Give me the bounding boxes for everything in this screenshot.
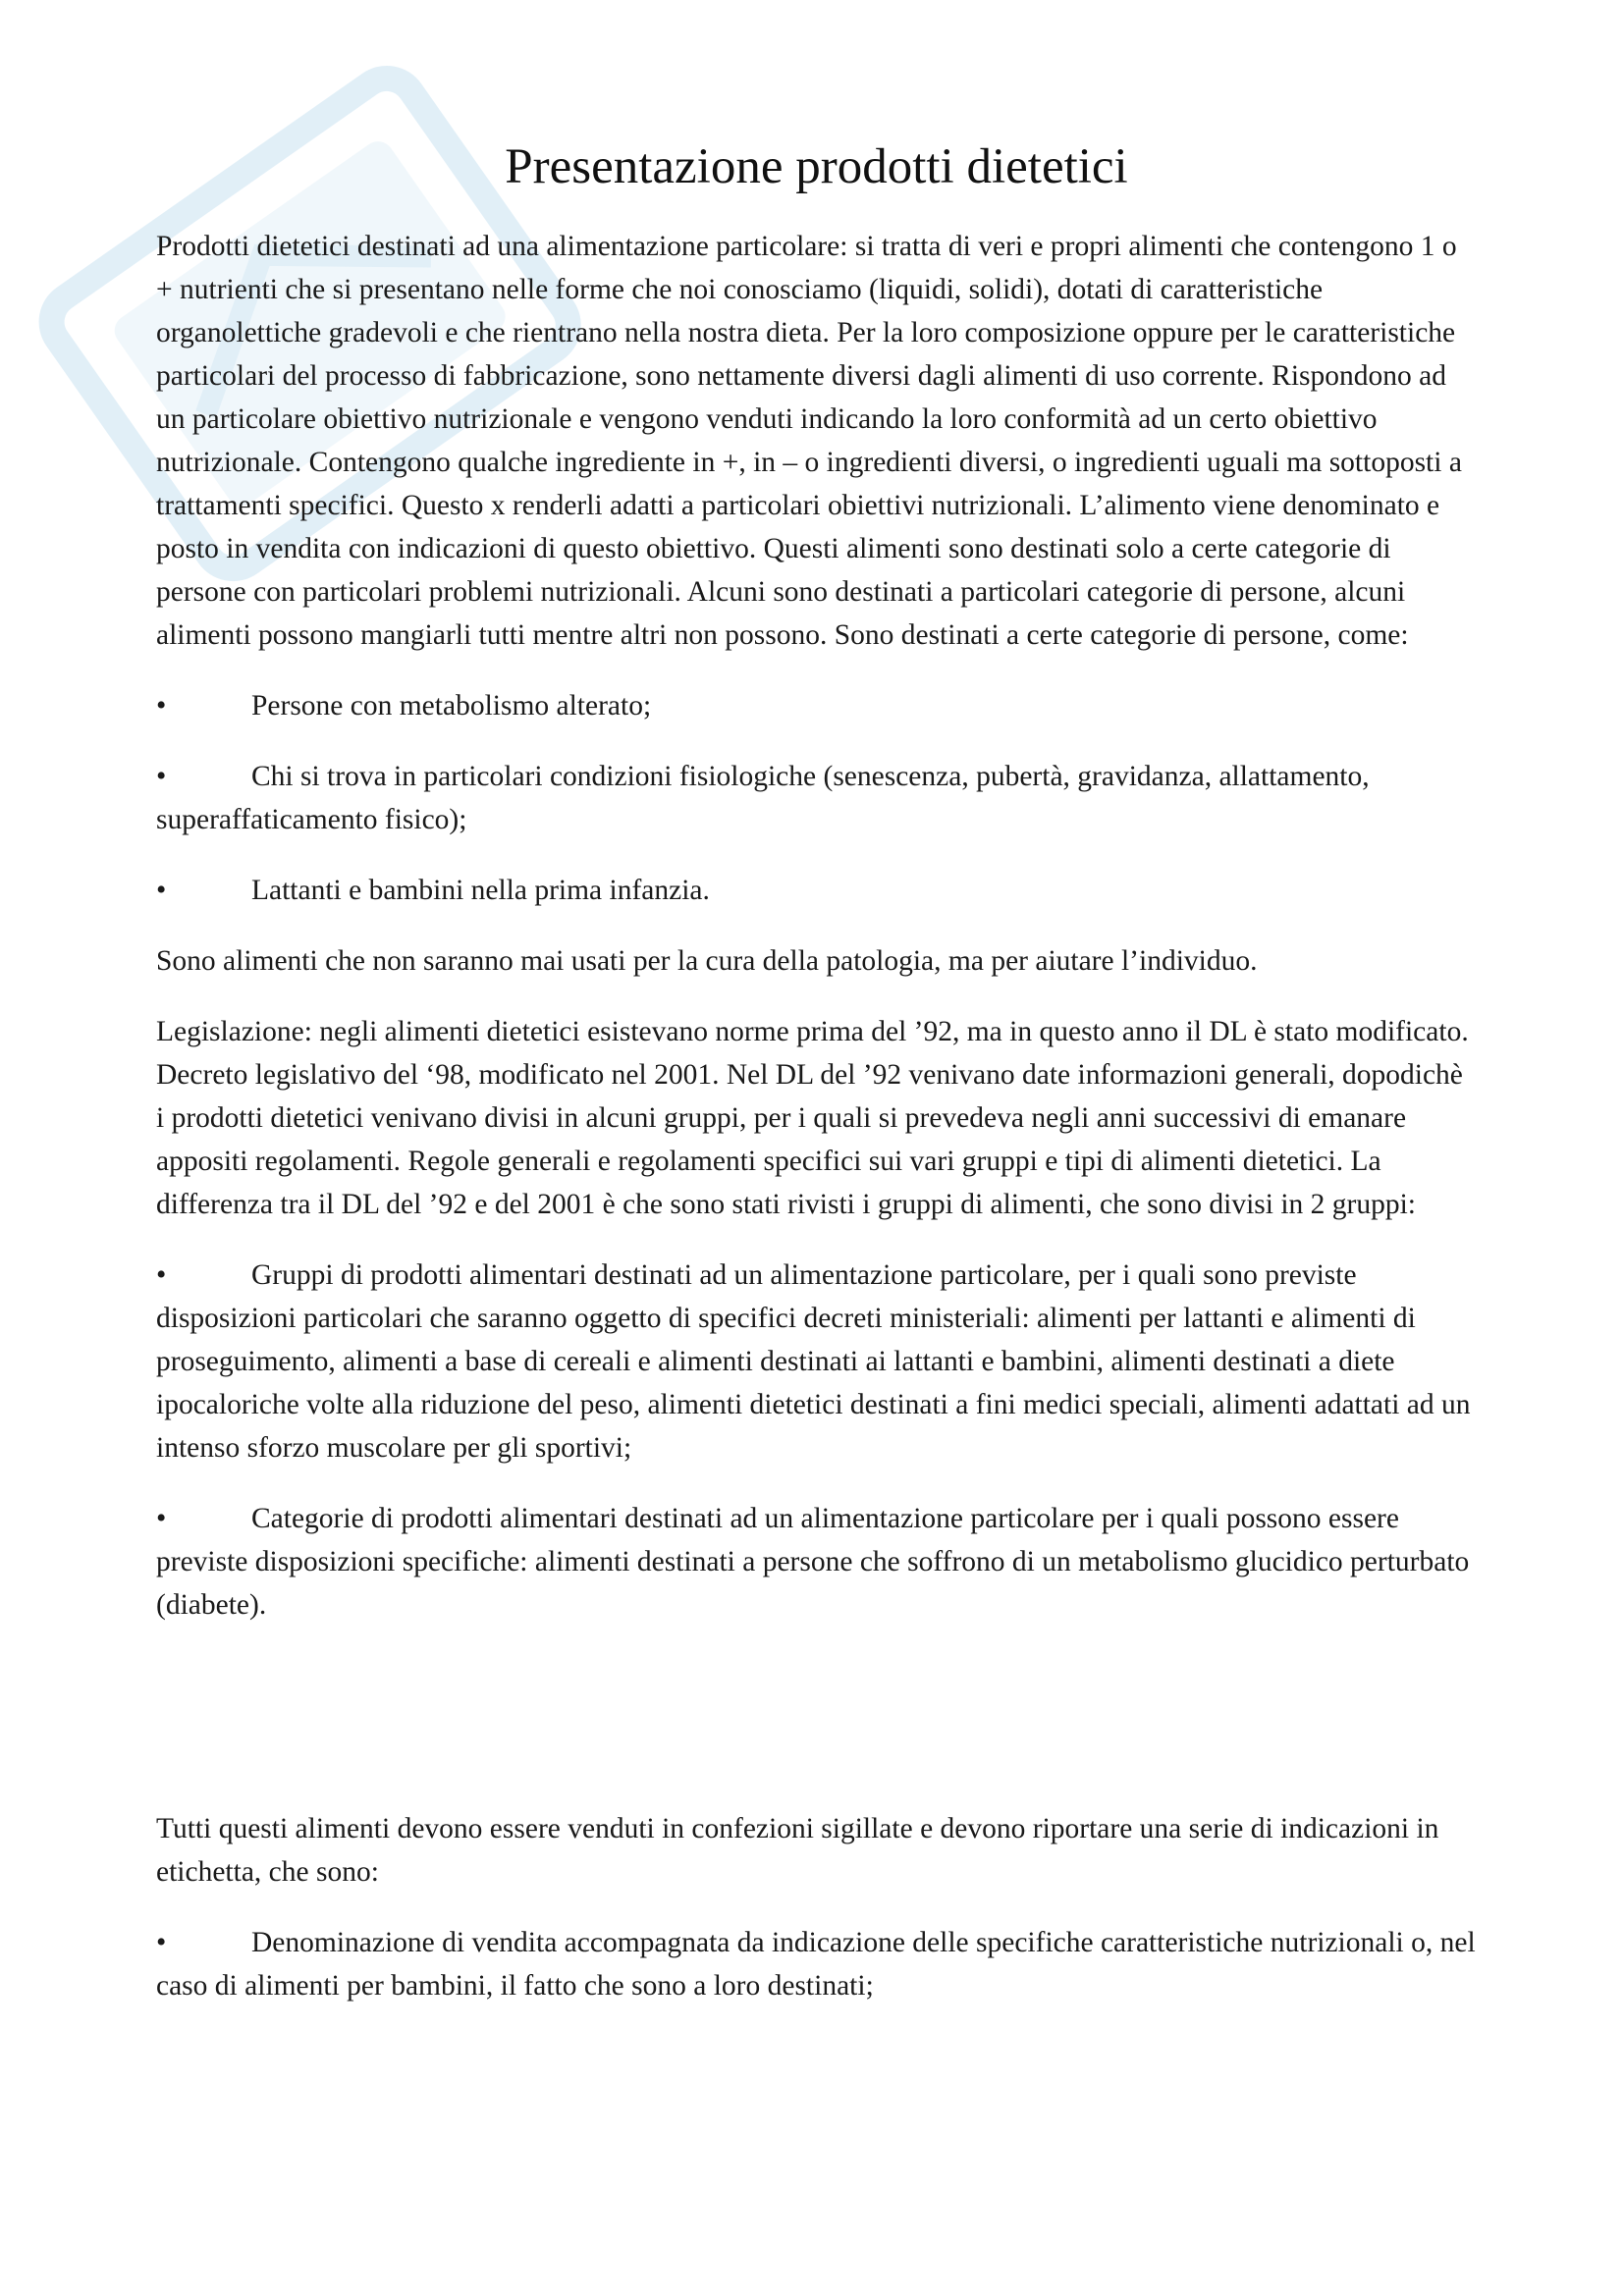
list-item <box>156 684 1477 727</box>
bullet-icon: • <box>156 761 167 793</box>
list-item-text: Denominazione di vendita accompagnata da indicazione delle specifiche caratteristiche nutrizionali o, nel caso di alimenti per bambini, il fatto che sono a loro destinati; <box>156 1927 1476 2002</box>
list-item-text: Chi si trova in particolari condizioni fisiologiche (senescenza, pubertà, gravidanza, allattamento, superaffaticamento fisico); <box>156 761 1370 836</box>
list-item <box>156 869 1477 912</box>
list-item <box>156 1254 1477 1469</box>
bullet-icon: • <box>156 1503 167 1535</box>
note-paragraph: Sono alimenti che non saranno mai usati per la cura della patologia, ma per aiutare l’individuo. <box>156 945 1258 978</box>
list-item-text: Categorie di prodotti alimentari destinati ad un alimentazione particolare per i quali possono essere previste disposizioni specifiche: alimenti destinati a persone che soffrono di un metabolismo glucidico perturbato (diabete). <box>156 1503 1470 1622</box>
list-item <box>156 1497 1477 1627</box>
bullet-icon: • <box>156 1259 167 1292</box>
bullet-icon: • <box>156 875 167 907</box>
list-item <box>156 1921 1477 2007</box>
page-title: Presentazione prodotti dietetici <box>505 139 1128 194</box>
legislation-paragraph: Legislazione: negli alimenti dietetici esistevano norme prima del ’92, ma in questo anno il DL è stato modificato. Decreto legislativo del ‘98, modificato nel 2001. Nel DL del ’92 venivano date informazioni generali, dopodichè i prodotti dietetici venivano divisi in alcuni gruppi, per i quali si prevedeva negli anni successivi di emanare appositi regolamenti. Regole generali e regolamenti specifici sui vari gruppi e tipi di alimenti dietetici. La differenza tra il DL del ’92 e del 2001 è che sono stati rivisti i gruppi di alimenti, che sono divisi in 2 gruppi: <box>156 1016 1469 1221</box>
list-item-text: Persone con metabolismo alterato; <box>251 690 652 722</box>
document-body <box>156 137 1477 2035</box>
list-item-text: Lattanti e bambini nella prima infanzia. <box>251 875 710 907</box>
list-item <box>156 755 1477 841</box>
labeling-intro-paragraph: Tutti questi alimenti devono essere venduti in confezioni sigillate e devono riportare una serie di indicazioni in etichetta, che sono: <box>156 1813 1439 1889</box>
blank-space <box>156 1654 1477 1807</box>
list-item-text: Gruppi di prodotti alimentari destinati ad un alimentazione particolare, per i quali sono previste disposizioni particolari che saranno oggetto di specifici decreti ministeriali: alimenti per lattanti e alimenti di proseguimento, alimenti a base di cereali e alimenti destinati ai lattanti e bambini, alimenti destinati a diete ipocaloriche volte alla riduzione del peso, alimenti dietetici destinati a fini medici speciali, alimenti adattati ad un intenso sforzo muscolare per gli sportivi; <box>156 1259 1471 1465</box>
intro-paragraph: Prodotti dietetici destinati ad una alimentazione particolare: si tratta di veri e propri alimenti che contengono 1 o + nutrienti che si presentano nelle forme che noi conosciamo (liquidi, solidi), dotati di caratteristiche organolettiche gradevoli e che rientrano nella nostra dieta. Per la loro composizione oppure per le caratteristiche particolari del processo di fabbricazione, sono nettamente diversi dagli alimenti di uso corrente. Rispondono ad un particolare obiettivo nutrizionale e vengono venduti indicando la loro conformità ad un certo obiettivo nutrizionale. Contengono qualche ingrediente in +, in – o ingredienti diversi, o ingredienti uguali ma sottoposti a trattamenti specifici. Questo x renderli adatti a particolari obiettivi nutrizionali. L’alimento viene denominato e posto in vendita con indicazioni di questo obiettivo. Questi alimenti sono destinati solo a certe categorie di persone con particolari problemi nutrizionali. Alcuni sono destinati a particolari categorie di persone, alcuni alimenti possono mangiarli tutti mentre altri non possono. Sono destinati a certe categorie di persone, come: <box>156 231 1462 652</box>
bullet-icon: • <box>156 690 167 722</box>
bullet-icon: • <box>156 1927 167 1959</box>
